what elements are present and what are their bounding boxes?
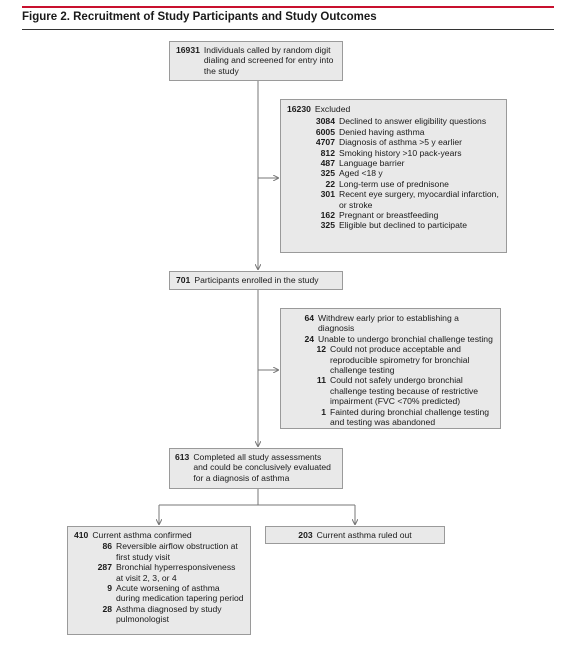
excluded-label: Excluded	[314, 104, 351, 114]
confirmed-item-count: 9	[107, 583, 112, 594]
withdrew-box	[280, 308, 501, 429]
screened-label: Individuals called by random digit dialing and screened for entry into the study	[203, 45, 334, 76]
excluded-item-label: Long-term use of prednisone	[339, 178, 449, 189]
excluded-count: 16230	[287, 104, 311, 114]
confirmed-count: 410	[74, 530, 89, 540]
excluded-item-label: Diagnosis of asthma >5 y earlier	[339, 137, 462, 148]
excluded-item-label: Eligible but declined to participate	[339, 220, 468, 231]
excluded-box	[280, 99, 507, 253]
ruledout-box	[265, 526, 445, 544]
excluded-item-count: 22	[325, 178, 335, 189]
unable-count: 24	[304, 333, 314, 344]
figure-title: Figure 2. Recruitment of Study Participants and Study Outcomes	[22, 11, 377, 23]
excluded-item-count: 812	[320, 147, 335, 158]
completed-label: Completed all study assessments and could be conclusively evaluated for a diagnosis of asthma	[193, 452, 331, 483]
excluded-item-count: 6005	[315, 126, 335, 137]
excluded-item-count: 301	[320, 189, 335, 200]
withdrew-label: Withdrew early prior to establishing a diagnosis	[318, 313, 459, 334]
withdrew-count: 64	[304, 313, 314, 323]
screened-box	[169, 41, 343, 81]
completed-count: 613	[175, 452, 190, 462]
unable-sub-count: 1	[321, 406, 326, 417]
excluded-item-count: 4707	[315, 137, 335, 148]
excluded-item-label: Aged <18 y	[339, 168, 383, 179]
confirmed-item-count: 28	[102, 603, 112, 614]
unable-sub-count: 12	[316, 344, 326, 355]
confirmed-box	[67, 526, 251, 635]
unable-sub-label: Could not safely undergo bronchial challenge testing because of restrictive impairment (FVC <70% predicted)	[330, 375, 479, 407]
completed-box	[169, 448, 343, 489]
excluded-item-label: Language barrier	[339, 158, 405, 169]
excluded-item-count: 3084	[315, 116, 335, 127]
unable-sub-label: Fainted during bronchial challenge testing and testing was abandoned	[330, 406, 490, 428]
confirmed-item-label: Reversible airflow obstruction at first study visit	[116, 541, 238, 562]
ruledout-count: 203	[298, 530, 313, 540]
enrolled-count: 701	[176, 275, 191, 285]
unable-label: Unable to undergo bronchial challenge testing	[318, 333, 493, 344]
excluded-item-label: Recent eye surgery, myocardial infarction, or stroke	[339, 189, 499, 210]
excluded-item-label: Declined to answer eligibility questions	[339, 116, 487, 127]
enrolled-box	[169, 271, 343, 290]
unable-sub-label: Could not produce acceptable and reproducible spirometry for bronchial challenge testing	[330, 344, 470, 376]
excluded-item-label: Denied having asthma	[339, 126, 425, 137]
screened-count: 16931	[176, 45, 200, 55]
confirmed-item-label: Acute worsening of asthma during medication tapering period	[116, 583, 244, 604]
excluded-item-count: 325	[320, 220, 335, 231]
enrolled-label: Participants enrolled in the study	[194, 275, 319, 285]
excluded-item-count: 162	[320, 210, 335, 221]
confirmed-item-count: 287	[97, 562, 112, 573]
confirmed-label: Current asthma confirmed	[92, 530, 192, 540]
confirmed-item-count: 86	[102, 541, 112, 552]
excluded-item-count: 325	[320, 168, 335, 179]
confirmed-item-label: Bronchial hyperresponsiveness at visit 2, 3, or 4	[116, 562, 236, 583]
ruledout-label: Current asthma ruled out	[316, 530, 412, 540]
excluded-item-label: Pregnant or breastfeeding	[339, 210, 439, 221]
excluded-item-label: Smoking history >10 pack-years	[339, 147, 462, 158]
excluded-item-count: 487	[320, 158, 335, 169]
unable-sub-count: 11	[316, 375, 326, 386]
confirmed-item-label: Asthma diagnosed by study pulmonologist	[116, 603, 222, 625]
